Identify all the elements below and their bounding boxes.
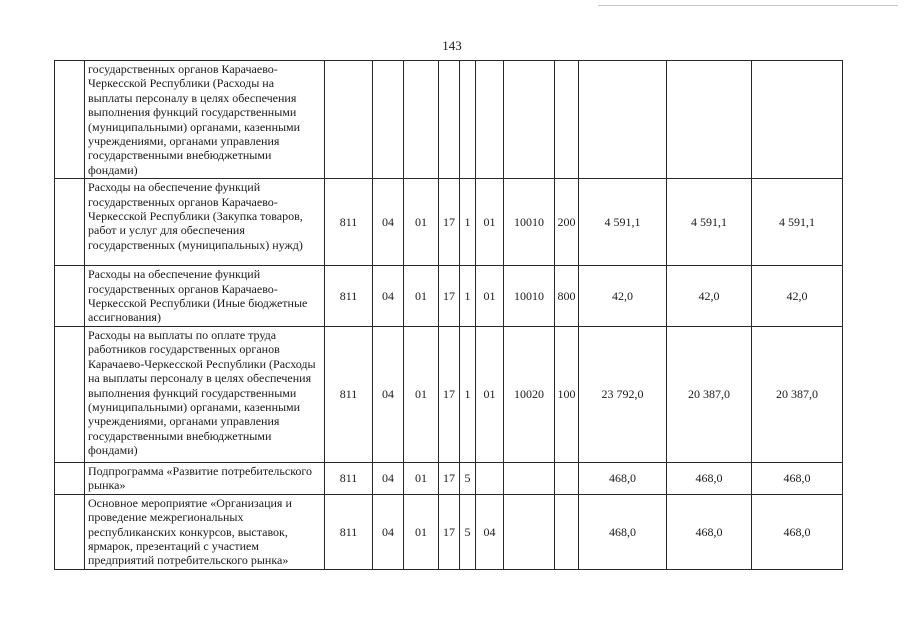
amount-year1-cell: 4 591,1 [579,179,667,266]
grbs-code-cell: 811 [325,266,373,327]
amount-year3-cell: 468,0 [752,494,843,569]
grbs-code-cell: 811 [325,462,373,494]
table-row [55,61,843,179]
subprogram-code-cell [460,61,476,179]
grbs-code-cell: 811 [325,326,373,462]
direction-code-cell: 10020 [504,326,555,462]
grbs-code-cell [325,61,373,179]
row-name-cell: Расходы на выплаты по оплате труда работников государственных органов Карачаево-Черкесской Республики (Расходы на выплаты персоналу в целях обеспечения выполнения функций государственными (муниципальными) органами, казенными учреждениями, органами управления государственными внебюджетными фондами) [85,326,325,462]
subprogram-code-cell: 1 [460,326,476,462]
activity-code-cell: 01 [476,266,504,327]
section-code-cell: 04 [373,326,404,462]
program-code-cell: 17 [439,326,460,462]
amount-year2-cell: 468,0 [667,462,752,494]
grbs-code-cell: 811 [325,179,373,266]
expense-type-cell: 200 [555,179,579,266]
amount-year3-cell: 4 591,1 [752,179,843,266]
activity-code-cell [476,61,504,179]
row-index-cell [55,266,85,327]
table-row [55,326,843,462]
subprogram-code-cell: 5 [460,494,476,569]
section-code-cell: 04 [373,462,404,494]
amount-year1-cell [579,61,667,179]
page-number: 143 [442,38,462,53]
program-code-cell: 17 [439,179,460,266]
subsection-code-cell: 01 [404,494,439,569]
direction-code-cell: 10010 [504,179,555,266]
subsection-code-cell: 01 [404,326,439,462]
table-row [55,266,843,327]
scan-artifact-line [598,5,898,6]
amount-year3-cell: 42,0 [752,266,843,327]
table-row [55,494,843,569]
amount-year2-cell: 4 591,1 [667,179,752,266]
amount-year2-cell [667,61,752,179]
budget-table [54,60,843,570]
row-index-cell [55,179,85,266]
expense-type-cell [555,61,579,179]
expense-type-cell: 800 [555,266,579,327]
subprogram-code-cell: 1 [460,179,476,266]
row-index-cell [55,61,85,179]
activity-code-cell: 01 [476,179,504,266]
row-name-cell: Расходы на обеспечение функций государственных органов Карачаево-Черкесской Республики (Закупка товаров, работ и услуг для обеспечения государственных (муниципальных) нужд) [85,179,325,266]
section-code-cell: 04 [373,179,404,266]
program-code-cell: 17 [439,266,460,327]
subsection-code-cell [404,61,439,179]
section-code-cell [373,61,404,179]
subsection-code-cell: 01 [404,266,439,327]
amount-year1-cell: 468,0 [579,462,667,494]
expense-type-cell [555,494,579,569]
amount-year2-cell: 20 387,0 [667,326,752,462]
table-body [55,61,843,570]
direction-code-cell [504,61,555,179]
expense-type-cell [555,462,579,494]
amount-year2-cell: 468,0 [667,494,752,569]
subprogram-code-cell: 5 [460,462,476,494]
row-name-cell: Подпрограмма «Развитие потребительского рынка» [85,462,325,494]
grbs-code-cell: 811 [325,494,373,569]
subsection-code-cell: 01 [404,179,439,266]
row-index-cell [55,494,85,569]
amount-year1-cell: 23 792,0 [579,326,667,462]
activity-code-cell: 04 [476,494,504,569]
amount-year3-cell: 20 387,0 [752,326,843,462]
row-index-cell [55,326,85,462]
program-code-cell [439,61,460,179]
program-code-cell: 17 [439,462,460,494]
amount-year2-cell: 42,0 [667,266,752,327]
table-row [55,462,843,494]
row-name-cell: Расходы на обеспечение функций государственных органов Карачаево-Черкесской Республики (Иные бюджетные ассигнования) [85,266,325,327]
amount-year3-cell [752,61,843,179]
subprogram-code-cell: 1 [460,266,476,327]
program-code-cell: 17 [439,494,460,569]
table-row [55,179,843,266]
row-name-cell: Основное мероприятие «Организация и проведение межрегиональных республиканских конкурсов, выставок, ярмарок, презентаций с участием предприятий потребительского рынка» [85,494,325,569]
activity-code-cell [476,462,504,494]
amount-year3-cell: 468,0 [752,462,843,494]
subsection-code-cell: 01 [404,462,439,494]
activity-code-cell: 01 [476,326,504,462]
amount-year1-cell: 42,0 [579,266,667,327]
expense-type-cell: 100 [555,326,579,462]
row-index-cell [55,462,85,494]
section-code-cell: 04 [373,266,404,327]
section-code-cell: 04 [373,494,404,569]
direction-code-cell: 10010 [504,266,555,327]
amount-year1-cell: 468,0 [579,494,667,569]
row-name-cell: государственных органов Карачаево-Черкесской Республики (Расходы на выплаты персоналу в целях обеспечения выполнения функций государственными (муниципальными) органами, казенными учреждениями, органами управления государственными внебюджетными фондами) [85,61,325,179]
direction-code-cell [504,494,555,569]
direction-code-cell [504,462,555,494]
